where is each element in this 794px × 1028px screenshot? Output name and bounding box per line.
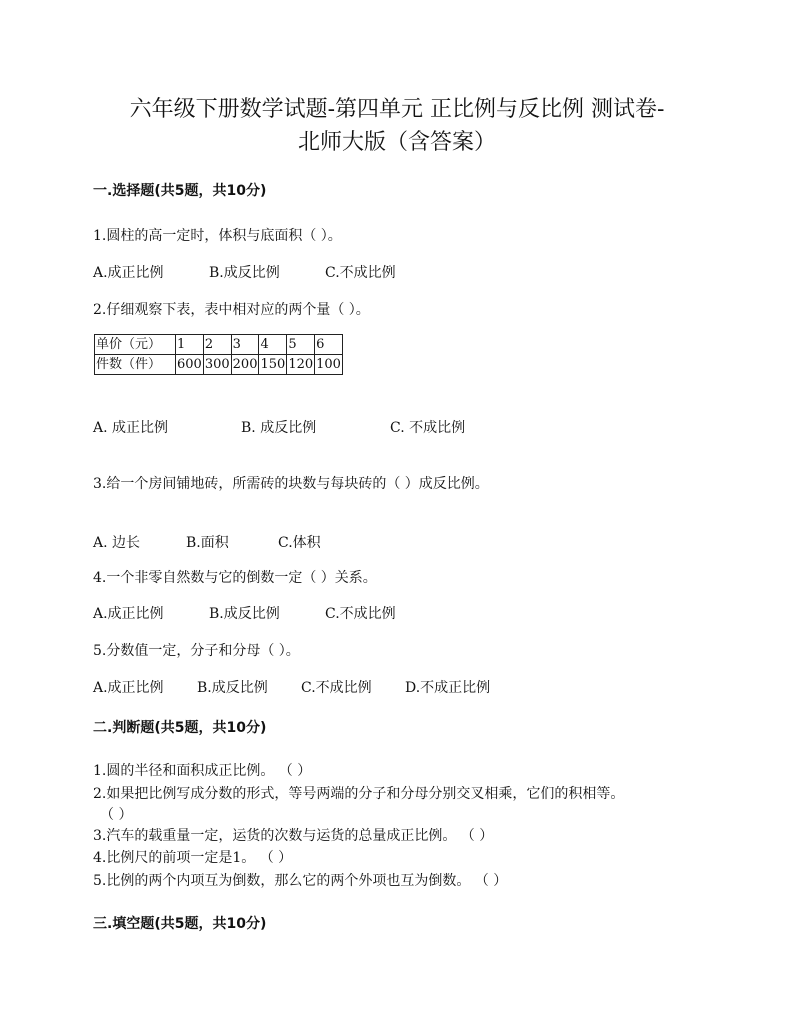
table-cell: 6: [315, 335, 343, 355]
table-row: [95, 335, 343, 355]
question-4: 4.一个非零自然数与它的倒数一定（ ）关系。: [93, 570, 377, 586]
option-c: C.体积: [278, 535, 321, 551]
judge-item-2: 2.如果把比例写成分数的形式，等号两端的分子和分母分别交叉相乘，它们的积相等。: [93, 786, 625, 802]
option-b: B.面积: [186, 535, 229, 551]
option-b: B.成反比例: [209, 265, 280, 281]
question-1: 1.圆柱的高一定时，体积与底面积（ ）。: [93, 228, 342, 244]
table-cell: 300: [203, 355, 231, 375]
table-cell: 3: [231, 335, 259, 355]
judge-item-3: 3.汽车的载重量一定，运货的次数与运货的总量成正比例。 （ ）: [93, 828, 494, 844]
option-c: C.不成比例: [325, 606, 396, 622]
option-b: B. 成反比例: [241, 420, 317, 436]
option-a: A. 成正比例: [93, 420, 169, 436]
page-title-line2: 北师大版（含答案）: [297, 130, 496, 155]
table-cell: 150: [259, 355, 287, 375]
table-row-header: 件数（件）: [95, 355, 176, 375]
judge-item-1: 1.圆的半径和面积成正比例。 （ ）: [93, 763, 312, 779]
option-b: B.成反比例: [209, 606, 280, 622]
question-2-table: [94, 334, 343, 375]
table-cell: 1: [176, 335, 204, 355]
page-title-line1: 六年级下册数学试题-第四单元 正比例与反比例 测试卷-: [129, 97, 665, 122]
option-a: A.成正比例: [93, 680, 164, 696]
option-a: A. 边长: [93, 535, 141, 551]
table-cell: 2: [203, 335, 231, 355]
table-cell: 4: [259, 335, 287, 355]
section2-heading: 二.判断题(共5题，共10分): [93, 720, 267, 736]
section3-heading: 三.填空题(共5题，共10分): [93, 916, 267, 932]
judge-item-2-answer: （ ）: [100, 807, 133, 823]
option-a: A.成正比例: [93, 606, 164, 622]
table-cell: 5: [287, 335, 315, 355]
option-c: C.不成比例: [325, 265, 396, 281]
table-cell: 120: [287, 355, 315, 375]
question-3: 3.给一个房间铺地砖，所需砖的块数与每块砖的（ ）成反比例。: [93, 476, 489, 492]
table-cell: 200: [231, 355, 259, 375]
table-cell: 600: [176, 355, 204, 375]
option-c: C.不成比例: [301, 680, 372, 696]
table-row: [95, 355, 343, 375]
option-a: A.成正比例: [93, 265, 164, 281]
judge-item-5: 5.比例的两个内项互为倒数，那么它的两个外项也互为倒数。 （ ）: [93, 873, 508, 889]
table-cell: 100: [315, 355, 343, 375]
option-c: C. 不成比例: [390, 420, 466, 436]
option-d: D.不成正比例: [405, 680, 491, 696]
question-2: 2.仔细观察下表，表中相对应的两个量（ ）。: [93, 302, 370, 318]
judge-item-4: 4.比例尺的前项一定是1。 （ ）: [93, 850, 293, 866]
table-row-header: 单价（元）: [95, 335, 176, 355]
question-5: 5.分数值一定，分子和分母（ ）。: [93, 643, 300, 659]
option-b: B.成反比例: [197, 680, 268, 696]
section1-heading: 一.选择题(共5题，共10分): [93, 183, 267, 199]
